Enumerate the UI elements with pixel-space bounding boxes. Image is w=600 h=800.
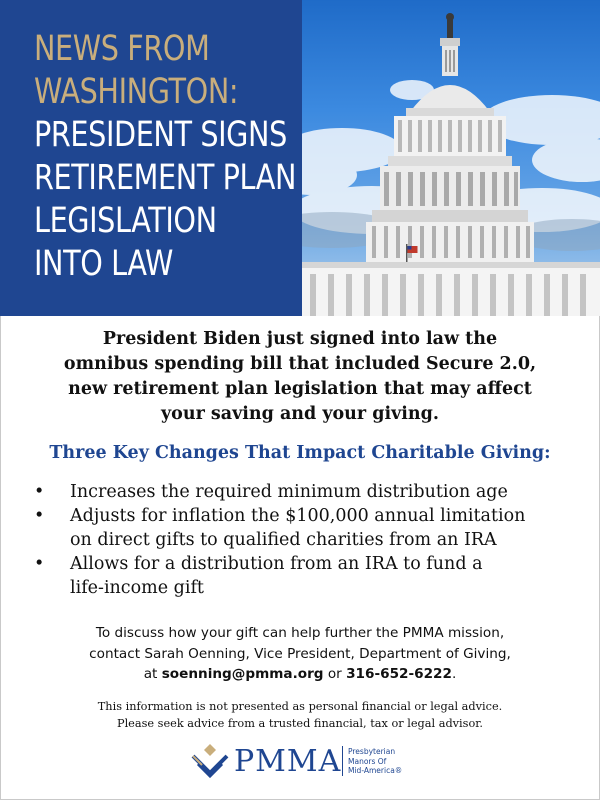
- logo-subtitle-line: Presbyterian: [348, 747, 396, 756]
- headline-panel: [0, 0, 302, 316]
- phone-link[interactable]: 316-652-6222: [346, 666, 452, 682]
- list-item: [26, 552, 586, 600]
- headline-line: RETIREMENT PLAN: [34, 158, 297, 198]
- key-changes-list: [26, 480, 586, 600]
- list-item: [26, 480, 586, 504]
- logo-subtitle-line: Manors Of: [348, 756, 387, 766]
- disclaimer-line: Please seek advice from a trusted financial, tax or legal advisor.: [116, 717, 484, 730]
- intro-line: President Biden just signed into law the: [102, 329, 498, 349]
- headline-line: WASHINGTON:: [34, 72, 239, 112]
- logo-subtitle: [348, 747, 402, 776]
- list-item-line: Increases the required minimum distribution age: [70, 482, 508, 502]
- pmma-chevron-icon: [190, 742, 230, 782]
- headline: [34, 28, 297, 286]
- contact-at-text: at: [143, 666, 162, 682]
- intro-line: omnibus spending bill that included Secure 2.0,: [63, 354, 537, 374]
- headline-line: NEWS FROM: [34, 29, 210, 69]
- headline-line: LEGISLATION: [34, 201, 217, 241]
- list-item-line: Adjusts for inflation the $100,000 annual limitation: [70, 506, 526, 526]
- bullet-icon: •: [34, 482, 45, 502]
- logo-divider: [342, 746, 343, 776]
- list-item-line: Allows for a distribution from an IRA to fund a: [70, 554, 483, 574]
- contact-end-text: .: [451, 666, 457, 682]
- header-banner: [0, 0, 600, 316]
- key-changes-heading: Three Key Changes That Impact Charitable Giving:: [49, 443, 551, 463]
- capitol-building-photo: [302, 0, 600, 316]
- bullet-icon: •: [34, 554, 45, 574]
- list-item: [26, 504, 586, 552]
- intro-line: new retirement plan legislation that may affect: [68, 379, 532, 399]
- list-item-line: on direct gifts to qualified charities from an IRA: [70, 530, 497, 550]
- pmma-logo: [190, 742, 420, 782]
- logo-wordmark: PMMA: [234, 744, 342, 779]
- disclaimer: [30, 698, 570, 732]
- capitol-illustration: [302, 0, 600, 316]
- list-item-line: life-income gift: [70, 578, 204, 598]
- intro-line: your saving and your giving.: [161, 404, 439, 424]
- headline-line: INTO LAW: [34, 244, 173, 284]
- contact-line: contact Sarah Oenning, Vice President, Department of Giving,: [89, 645, 511, 662]
- contact-line: [30, 664, 570, 685]
- intro-paragraph: [50, 327, 550, 427]
- contact-or-text: or: [323, 666, 347, 682]
- email-link[interactable]: soenning@pmma.org: [161, 666, 324, 682]
- disclaimer-line: This information is not presented as personal financial or legal advice.: [97, 700, 503, 713]
- contact-line: To discuss how your gift can help further the PMMA mission,: [95, 625, 505, 641]
- contact-paragraph: [30, 623, 570, 685]
- bullet-icon: •: [34, 506, 45, 526]
- logo-subtitle-line: Mid-America®: [348, 766, 403, 775]
- headline-line: PRESIDENT SIGNS: [34, 115, 287, 155]
